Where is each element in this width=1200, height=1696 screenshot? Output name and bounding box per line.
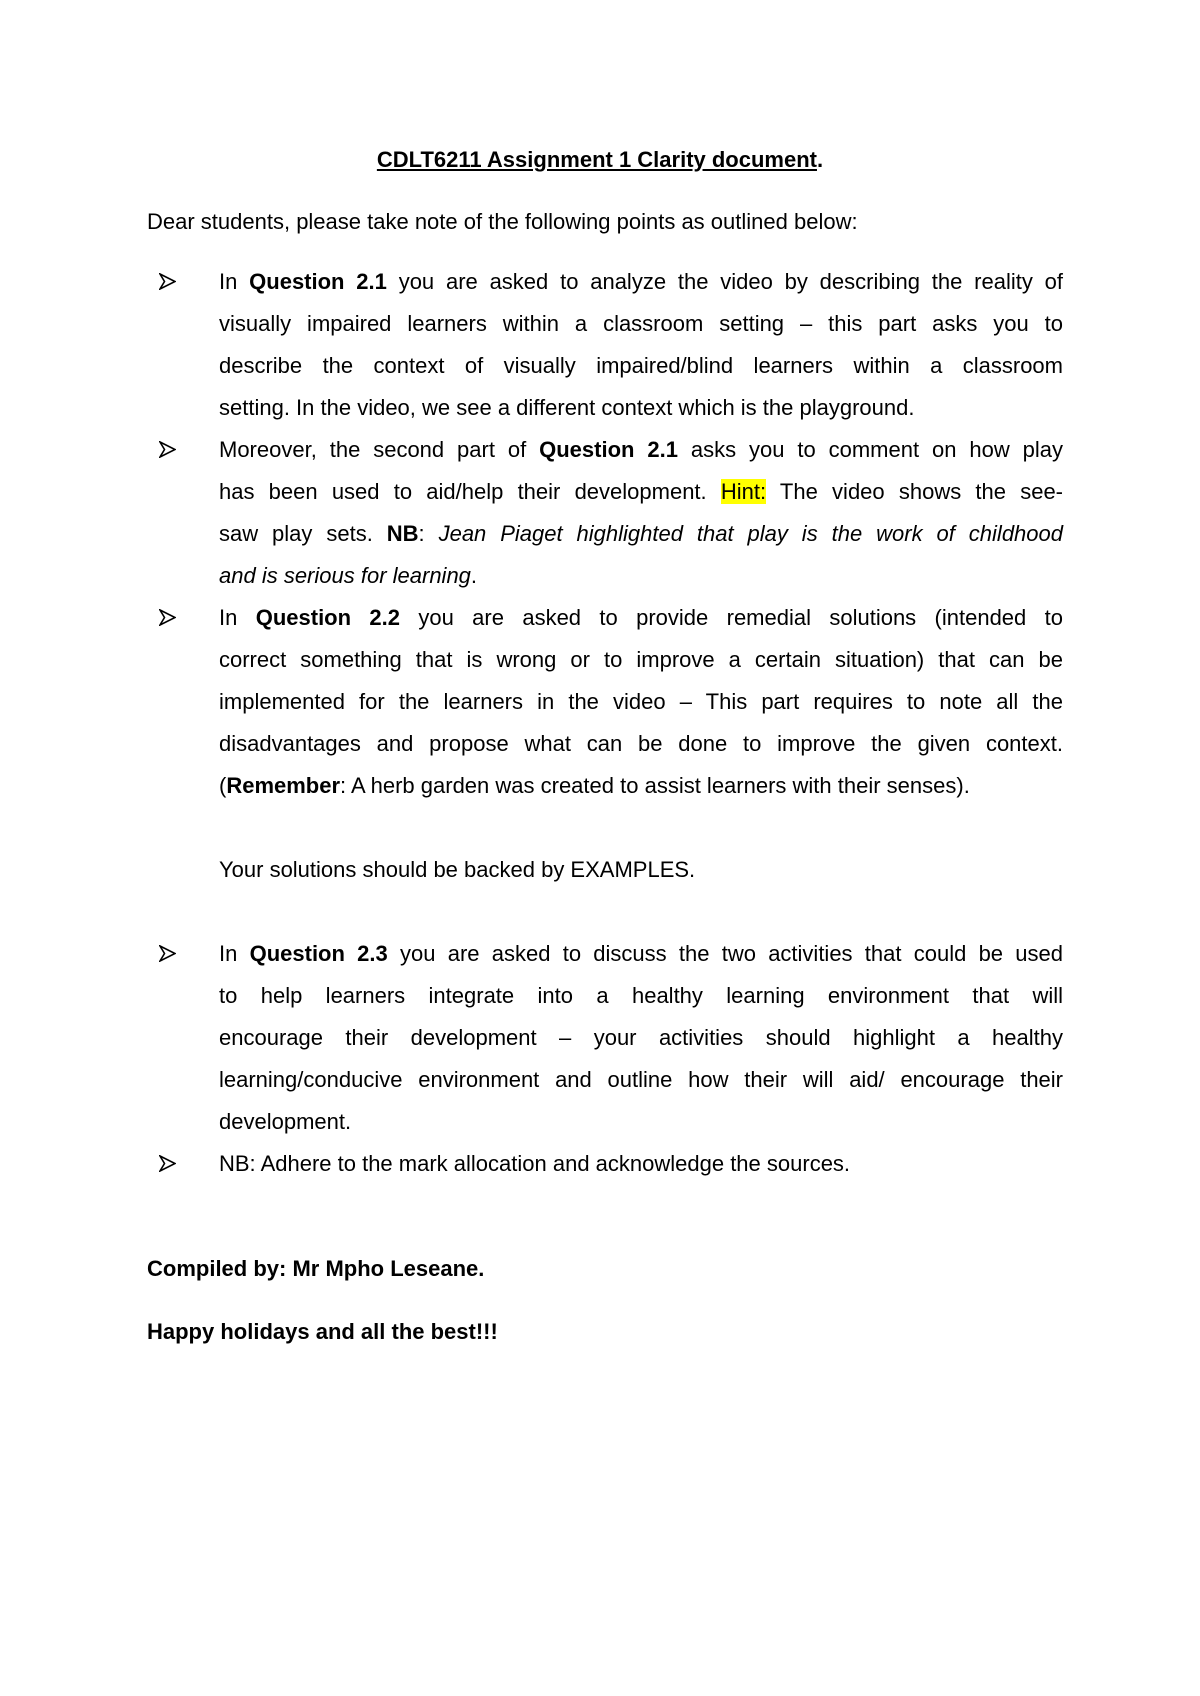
arrowhead-bullet-icon <box>159 429 183 471</box>
bullet3-line4: disadvantages and propose what can be done to improve the given context. <box>219 731 1063 756</box>
arrowhead-bullet-icon <box>159 1143 183 1185</box>
bullet4-line4: learning/conducive environment and outline how their will aid/ encourage their <box>219 1067 1063 1092</box>
bullet1-line1: In Question 2.1 you are asked to analyze the video by describing the reality of <box>219 269 1063 294</box>
title-text: CDLT6211 Assignment 1 Clarity document <box>376 147 817 172</box>
arrowhead-bullet-icon <box>159 261 183 303</box>
bullet4-line2: to help learners integrate into a healthy learning environment that will <box>219 983 1063 1008</box>
compiled-by: Compiled by: Mr Mpho Leseane. <box>147 1256 485 1281</box>
bullet2-line1: Moreover, the second part of Question 2.1 asks you to comment on how play <box>219 437 1063 462</box>
bullet1-line3: describe the context of visually impaired/blind learners within a classroom <box>219 353 1063 378</box>
arrowhead-bullet-icon <box>159 933 183 975</box>
bullet2-line4: and is serious for learning. <box>219 563 478 588</box>
bullet2-line3: saw play sets. NB: Jean Piaget highlighted that play is the work of childhood <box>219 521 1063 546</box>
document-title <box>0 146 1200 174</box>
bullet2-line2: has been used to aid/help their development. Hint: The video shows the see- <box>219 479 1064 504</box>
bullet1-line2: visually impaired learners within a classroom setting – this part asks you to <box>219 311 1063 336</box>
bullet4-line5: development. <box>219 1109 352 1134</box>
examples-note: Your solutions should be backed by EXAMPLES. <box>219 857 696 882</box>
arrowhead-bullet-icon <box>159 597 183 639</box>
title-period: . <box>816 147 824 172</box>
bullet5-line1: NB: Adhere to the mark allocation and acknowledge the sources. <box>219 1151 851 1176</box>
bullet-question-2-1 <box>147 261 1063 429</box>
closing-line: Happy holidays and all the best!!! <box>147 1319 498 1344</box>
bullet3-line5: (Remember: A herb garden was created to assist learners with their senses). <box>219 773 970 798</box>
bullet4-line1: In Question 2.3 you are asked to discuss the two activities that could be used <box>219 941 1063 966</box>
spacer <box>147 891 1063 933</box>
spacer <box>147 807 1063 849</box>
bullet3-line1: In Question 2.2 you are asked to provide remedial solutions (intended to <box>219 605 1063 630</box>
bullet-list <box>147 261 1063 1185</box>
bullet-mark-allocation <box>147 1143 1063 1185</box>
bullet-question-2-3 <box>147 933 1063 1143</box>
hint-highlight: Hint: <box>720 479 767 504</box>
bullet3-line2: correct something that is wrong or to improve a certain situation) that can be <box>219 647 1063 672</box>
intro-paragraph: Dear students, please take note of the following points as outlined below: <box>147 209 858 234</box>
bullet-play-development <box>147 429 1063 597</box>
bullet3-line3: implemented for the learners in the video – This part requires to note all the <box>219 689 1063 714</box>
bullet-question-2-2 <box>147 597 1063 807</box>
bullet4-line3: encourage their development – your activities should highlight a healthy <box>219 1025 1063 1050</box>
bullet1-line4: setting. In the video, we see a different context which is the playground. <box>219 395 915 420</box>
